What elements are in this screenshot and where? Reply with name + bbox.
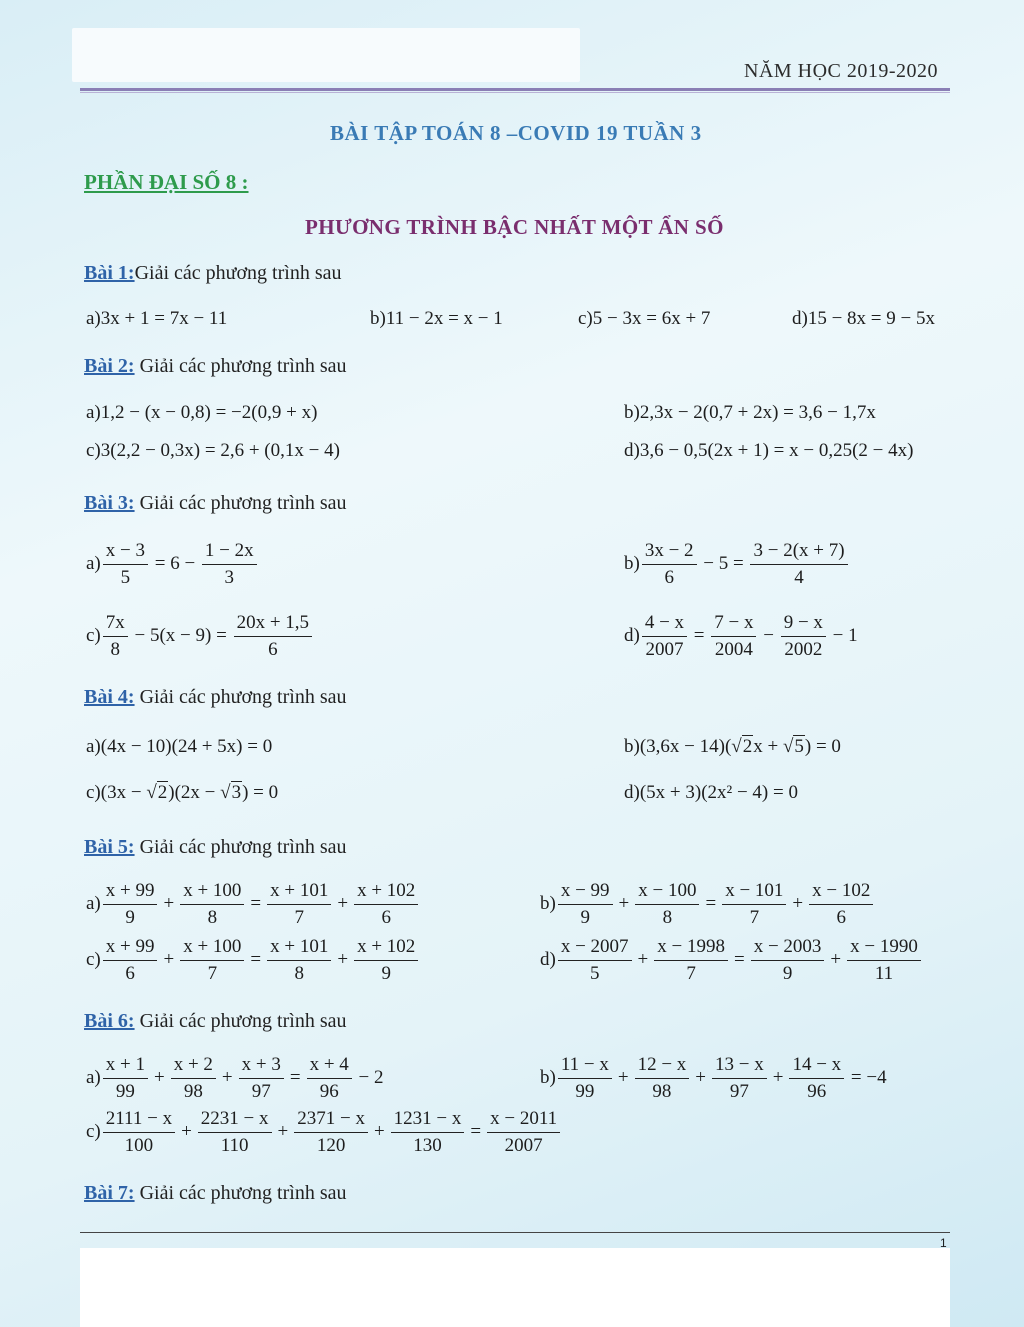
exercise-6-heading xyxy=(84,1010,346,1033)
fraction xyxy=(267,936,331,985)
fraction xyxy=(267,880,331,929)
equation-4c: c)(3x − √2)(2x − √3) = 0 xyxy=(86,782,279,803)
numerator: x + 102 xyxy=(354,880,418,905)
denominator: 99 xyxy=(575,1081,595,1102)
expr-part: ) = 0 xyxy=(242,782,279,803)
denominator: 3 xyxy=(224,567,235,588)
numerator: x + 102 xyxy=(354,936,418,961)
footer-blank xyxy=(80,1248,950,1327)
denominator: 6 xyxy=(125,963,135,984)
operator: + xyxy=(695,1066,706,1088)
denominator: 8 xyxy=(207,907,218,928)
fraction xyxy=(171,1054,216,1103)
numerator: x − 3 xyxy=(103,540,148,565)
fraction xyxy=(635,880,699,929)
item-prefix: c) xyxy=(86,624,101,646)
denominator: 9 xyxy=(782,963,793,984)
denominator: 120 xyxy=(316,1135,346,1156)
numerator: x − 100 xyxy=(635,880,699,905)
equation-4d: d)(5x + 3)(2x² − 4) = 0 xyxy=(624,782,798,803)
denominator: 6 xyxy=(381,907,391,928)
header-rule-thin xyxy=(80,92,950,93)
fraction xyxy=(239,1054,284,1103)
operator: + xyxy=(637,948,649,970)
exercise-instruction: Giải các phương trình sau xyxy=(134,262,342,284)
operator: = xyxy=(470,1120,482,1142)
numerator: x + 99 xyxy=(103,880,158,905)
fraction xyxy=(781,612,826,661)
denominator: 9 xyxy=(580,907,590,928)
operator: − 2 xyxy=(353,1066,384,1088)
denominator: 5 xyxy=(589,963,600,984)
numerator: 1 − 2x xyxy=(202,540,257,565)
item-prefix: a) xyxy=(86,892,101,914)
equation-6a xyxy=(86,1054,384,1103)
operator: + xyxy=(163,948,175,970)
exercise-label: Bài 6: xyxy=(84,1010,135,1032)
operator: − 1 xyxy=(827,624,858,646)
item-prefix: b) xyxy=(540,1066,556,1088)
equation-6c xyxy=(86,1108,562,1157)
operator: = xyxy=(705,892,717,914)
operator: = 6 − xyxy=(149,552,200,574)
item-prefix: a) xyxy=(86,552,101,574)
equation-5b xyxy=(540,880,875,929)
equation-3b xyxy=(624,540,850,589)
exercise-label: Bài 1: xyxy=(84,262,135,284)
numerator: 11 − x xyxy=(558,1054,612,1079)
fraction xyxy=(809,880,873,929)
denominator: 7 xyxy=(294,907,304,928)
equation-1b: b)11 − 2x = x − 1 xyxy=(370,308,503,329)
fraction xyxy=(103,880,158,929)
numerator: x − 1990 xyxy=(847,936,921,961)
operator: − 5 = xyxy=(698,552,749,574)
fraction xyxy=(180,880,244,929)
operator: + xyxy=(277,1120,289,1142)
operator: + xyxy=(373,1120,385,1142)
exercise-3-heading xyxy=(84,492,346,515)
fraction xyxy=(711,612,756,661)
exercise-instruction: Giải các phương trình sau xyxy=(134,1010,347,1032)
equation-2c: c)3(2,2 − 0,3x) = 2,6 + (0,1x − 4) xyxy=(86,440,340,461)
operator: + xyxy=(772,1066,784,1088)
numerator: 4 − x xyxy=(642,612,687,637)
fraction xyxy=(294,1108,368,1157)
fraction xyxy=(103,612,128,661)
equation-3a xyxy=(86,540,259,589)
page-number: 1 xyxy=(940,1236,947,1250)
fraction xyxy=(654,936,728,985)
denominator: 6 xyxy=(664,567,674,588)
operator: = xyxy=(689,624,710,646)
fraction xyxy=(391,1108,465,1157)
equation-2b: b)2,3x − 2(0,7 + 2x) = 3,6 − 1,7x xyxy=(624,402,876,423)
numerator: x + 100 xyxy=(180,936,244,961)
numerator: 20x + 1,5 xyxy=(234,612,312,637)
fraction xyxy=(558,1054,612,1103)
numerator: x − 101 xyxy=(722,880,786,905)
numerator: 2111 − x xyxy=(103,1108,175,1133)
item-prefix: b) xyxy=(540,892,556,914)
numerator: x + 3 xyxy=(239,1054,284,1079)
numerator: x − 99 xyxy=(558,880,613,905)
fraction xyxy=(847,936,921,985)
numerator: 9 − x xyxy=(781,612,826,637)
operator: = xyxy=(733,948,745,970)
fraction xyxy=(789,1054,844,1103)
denominator: 2004 xyxy=(714,639,753,660)
numerator: x + 101 xyxy=(267,880,331,905)
numerator: 3x − 2 xyxy=(642,540,697,565)
item-prefix: a) xyxy=(86,1066,101,1088)
fraction xyxy=(103,1108,175,1157)
equation-2d: d)3,6 − 0,5(2x + 1) = x − 0,25(2 − 4x) xyxy=(624,440,914,461)
numerator: x − 102 xyxy=(809,880,873,905)
expr-part: ) = 0 xyxy=(804,736,841,757)
numerator: 2371 − x xyxy=(294,1108,368,1133)
exercise-4-heading xyxy=(84,686,346,709)
exercise-5-heading xyxy=(84,836,346,859)
denominator: 96 xyxy=(319,1081,339,1102)
exercise-label: Bài 4: xyxy=(84,686,135,708)
item-prefix: d) xyxy=(540,948,556,970)
equation-4b: b)(3,6x − 14)(√2x + √5) = 0 xyxy=(624,736,841,757)
equation-5d xyxy=(540,936,923,985)
denominator: 110 xyxy=(220,1135,249,1156)
header-rule xyxy=(80,88,950,91)
denominator: 5 xyxy=(120,567,131,588)
exercise-1-heading xyxy=(84,262,341,285)
fraction xyxy=(712,1054,767,1103)
operator: + xyxy=(153,1066,165,1088)
numerator: x − 2003 xyxy=(751,936,825,961)
denominator: 9 xyxy=(125,907,135,928)
numerator: 12 − x xyxy=(635,1054,690,1079)
exercise-2-heading xyxy=(84,355,346,378)
operator: = xyxy=(250,948,262,970)
equation-5a xyxy=(86,880,420,929)
equation-1c: c)5 − 3x = 6x + 7 xyxy=(578,308,711,329)
operator: − 5(x − 9) = xyxy=(129,624,232,646)
item-prefix: c) xyxy=(86,948,101,970)
numerator: x − 2011 xyxy=(487,1108,560,1133)
sqrt-radicand: 5 xyxy=(794,736,804,757)
exercise-label: Bài 3: xyxy=(84,492,135,514)
equation-2a: a)1,2 − (x − 0,8) = −2(0,9 + x) xyxy=(86,402,318,423)
denominator: 8 xyxy=(294,963,304,984)
denominator: 8 xyxy=(110,639,121,660)
denominator: 11 xyxy=(874,963,894,984)
equation-5c xyxy=(86,936,420,985)
fraction xyxy=(558,936,632,985)
denominator: 97 xyxy=(251,1081,271,1102)
fraction xyxy=(487,1108,560,1157)
document-title: BÀI TẬP TOÁN 8 –COVID 19 TUẦN 3 xyxy=(330,121,702,145)
numerator: x + 100 xyxy=(180,880,244,905)
numerator: x + 99 xyxy=(103,936,158,961)
denominator: 98 xyxy=(183,1081,203,1102)
exercise-instruction: Giải các phương trình sau xyxy=(134,686,347,708)
exercise-instruction: Giải các phương trình sau xyxy=(134,1182,347,1204)
numerator: 14 − x xyxy=(789,1054,844,1079)
fraction xyxy=(635,1054,690,1103)
denominator: 130 xyxy=(413,1135,442,1156)
fraction xyxy=(103,936,158,985)
operator: + xyxy=(617,1066,629,1088)
equation-1d: d)15 − 8x = 9 − 5x xyxy=(792,308,935,329)
numerator: x − 2007 xyxy=(558,936,632,961)
item-prefix: d) xyxy=(624,624,640,646)
numerator: x + 101 xyxy=(267,936,331,961)
numerator: x − 1998 xyxy=(654,936,728,961)
equation-3d xyxy=(624,612,858,661)
sqrt-radicand: 3 xyxy=(231,782,242,803)
operator: − xyxy=(758,624,779,646)
item-prefix: c) xyxy=(86,1120,101,1142)
numerator: x + 4 xyxy=(307,1054,352,1079)
operator: + xyxy=(221,1066,233,1088)
fraction xyxy=(307,1054,352,1103)
denominator: 2007 xyxy=(645,639,684,660)
fraction xyxy=(234,612,312,661)
operator: + xyxy=(163,892,175,914)
operator: + xyxy=(181,1120,192,1142)
fraction xyxy=(354,936,418,985)
operator: + xyxy=(337,948,349,970)
fraction xyxy=(750,540,847,589)
fraction xyxy=(198,1108,272,1157)
equation-1a: a)3x + 1 = 7x − 11 xyxy=(86,308,228,329)
fraction xyxy=(180,936,244,985)
expr-part: x + xyxy=(753,736,783,757)
numerator: 13 − x xyxy=(712,1054,767,1079)
numerator: x + 2 xyxy=(171,1054,216,1079)
exercise-label: Bài 7: xyxy=(84,1182,135,1204)
numerator: 7 − x xyxy=(711,612,756,637)
denominator: 98 xyxy=(652,1081,672,1102)
header-blank-box xyxy=(72,28,580,82)
operator: = xyxy=(289,1066,301,1088)
exercise-7-heading xyxy=(84,1182,346,1205)
denominator: 4 xyxy=(794,567,804,588)
exercise-instruction: Giải các phương trình sau xyxy=(134,355,347,377)
expr-part: c)(3x − xyxy=(86,782,147,803)
fraction xyxy=(103,540,148,589)
denominator: 6 xyxy=(268,639,278,660)
denominator: 7 xyxy=(207,963,218,984)
denominator: 6 xyxy=(836,907,846,928)
numerator: x + 1 xyxy=(103,1054,148,1079)
exercise-label: Bài 2: xyxy=(84,355,135,377)
part-heading: PHẦN ĐẠI SỐ 8 : xyxy=(84,170,249,194)
exercise-instruction: Giải các phương trình sau xyxy=(134,836,347,858)
footer-rule xyxy=(80,1232,950,1233)
numerator: 3 − 2(x + 7) xyxy=(750,540,847,565)
denominator: 97 xyxy=(729,1081,749,1102)
denominator: 2002 xyxy=(784,639,823,660)
equation-3c xyxy=(86,612,314,661)
chapter-heading: PHƯƠNG TRÌNH BẬC NHẤT MỘT ẨN SỐ xyxy=(305,215,724,239)
fraction xyxy=(558,880,613,929)
fraction xyxy=(751,936,825,985)
school-year: NĂM HỌC 2019-2020 xyxy=(744,60,939,82)
denominator: 100 xyxy=(124,1135,154,1156)
expr-part: )(2x − xyxy=(168,782,221,803)
fraction xyxy=(354,880,418,929)
operator: + xyxy=(830,948,842,970)
denominator: 2007 xyxy=(504,1135,543,1156)
fraction xyxy=(642,540,697,589)
denominator: 96 xyxy=(807,1081,827,1102)
operator: + xyxy=(792,892,804,914)
exercise-label: Bài 5: xyxy=(84,836,135,858)
equation-6b xyxy=(540,1054,887,1103)
numerator: 7x xyxy=(103,612,128,637)
denominator: 7 xyxy=(686,963,696,984)
operator: = −4 xyxy=(846,1066,887,1088)
fraction xyxy=(202,540,257,589)
fraction xyxy=(642,612,687,661)
numerator: 1231 − x xyxy=(391,1108,465,1133)
numerator: 2231 − x xyxy=(198,1108,272,1133)
denominator: 7 xyxy=(749,907,760,928)
sqrt-radicand: 2 xyxy=(742,736,753,757)
denominator: 9 xyxy=(381,963,391,984)
expr-part: b)(3,6x − 14)( xyxy=(624,736,732,757)
equation-4a: a)(4x − 10)(24 + 5x) = 0 xyxy=(86,736,273,757)
denominator: 8 xyxy=(662,907,673,928)
item-prefix: b) xyxy=(624,552,640,574)
fraction xyxy=(722,880,786,929)
operator: + xyxy=(618,892,630,914)
exercise-instruction: Giải các phương trình sau xyxy=(134,492,347,514)
sqrt-radicand: 2 xyxy=(157,782,168,803)
operator: + xyxy=(337,892,349,914)
operator: = xyxy=(250,892,262,914)
fraction xyxy=(103,1054,148,1103)
denominator: 99 xyxy=(115,1081,135,1102)
